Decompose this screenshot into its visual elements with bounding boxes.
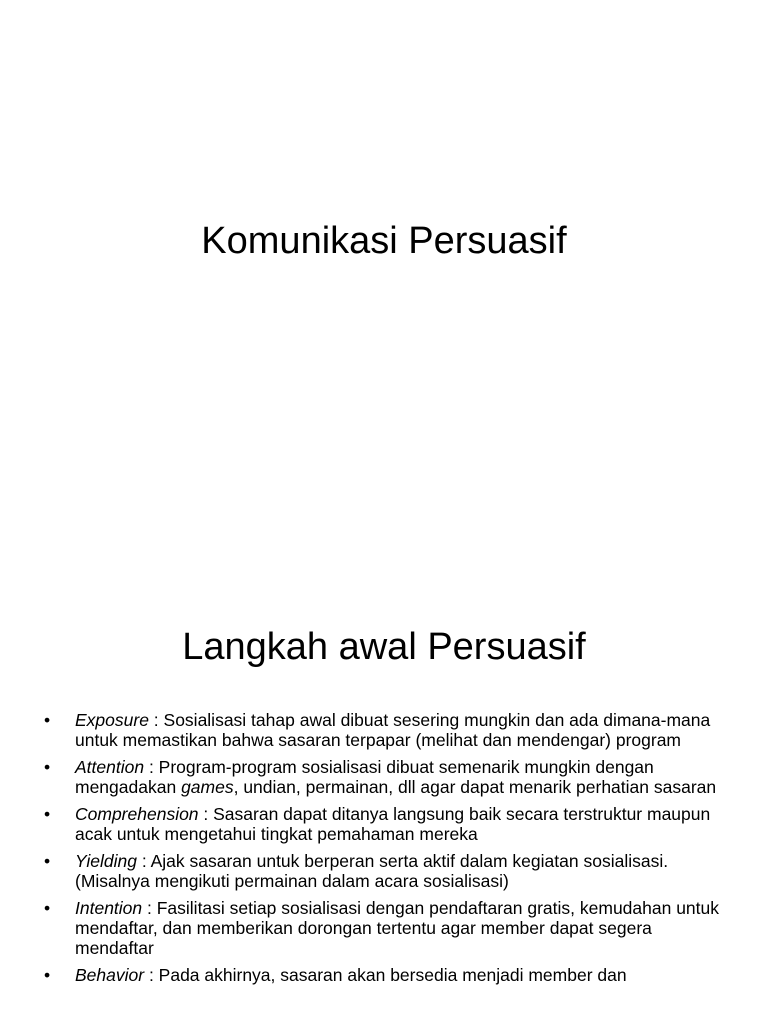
slide-1-title: Komunikasi Persuasif [201, 220, 567, 262]
bullet-item-comprehension [44, 804, 734, 844]
bullet-item-yielding [44, 851, 734, 891]
bullet-text: : Pada akhirnya, sasaran akan bersedia menjadi member dan [144, 965, 627, 985]
bullet-text: : Program-program sosialisasi dibuat semenarik mungkin dengan mengadakan [75, 757, 654, 797]
bullet-icon: • [44, 851, 51, 871]
bullet-term: Behavior [75, 965, 145, 985]
bullet-term: Attention [75, 757, 145, 777]
bullet-item-attention [44, 757, 734, 797]
bullet-item-exposure [44, 710, 734, 750]
bullet-item-intention [44, 898, 734, 958]
bullet-text: : Sosialisasi tahap awal dibuat sesering mungkin dan ada dimana-mana untuk memastikan bahwa sasaran terpapar (melihat dan mendengar) program [75, 710, 711, 750]
bullet-emphasis: games [181, 777, 234, 797]
slide-2-title: Langkah awal Persuasif [182, 626, 586, 668]
bullet-icon: • [44, 965, 51, 985]
bullet-term: Comprehension [75, 804, 199, 824]
bullet-text: : Fasilitasi setiap sosialisasi dengan pendaftaran gratis, kemudahan untuk mendaftar, dan memberikan dorongan tertentu agar member dapat segera mendaftar [75, 898, 720, 958]
bullet-icon: • [44, 757, 51, 777]
bullet-text: , undian, permainan, dll agar dapat menarik perhatian sasaran [233, 777, 717, 797]
bullet-icon: • [44, 898, 51, 918]
bullet-term: Intention [75, 898, 143, 918]
bullet-list [44, 710, 734, 992]
bullet-text: : Sasaran dapat ditanya langsung baik secara terstruktur maupun acak untuk mengetahui tingkat pemahaman mereka [75, 804, 711, 844]
bullet-icon: • [44, 710, 51, 730]
bullet-term: Yielding [75, 851, 137, 871]
slide-2 [0, 512, 768, 1024]
bullet-text: : Ajak sasaran untuk berperan serta aktif dalam kegiatan sosialisasi. (Misalnya mengikuti permainan dalam acara sosialisasi) [75, 851, 669, 891]
bullet-item-behavior [44, 965, 734, 985]
bullet-term: Exposure [75, 710, 149, 730]
bullet-icon: • [44, 804, 51, 824]
